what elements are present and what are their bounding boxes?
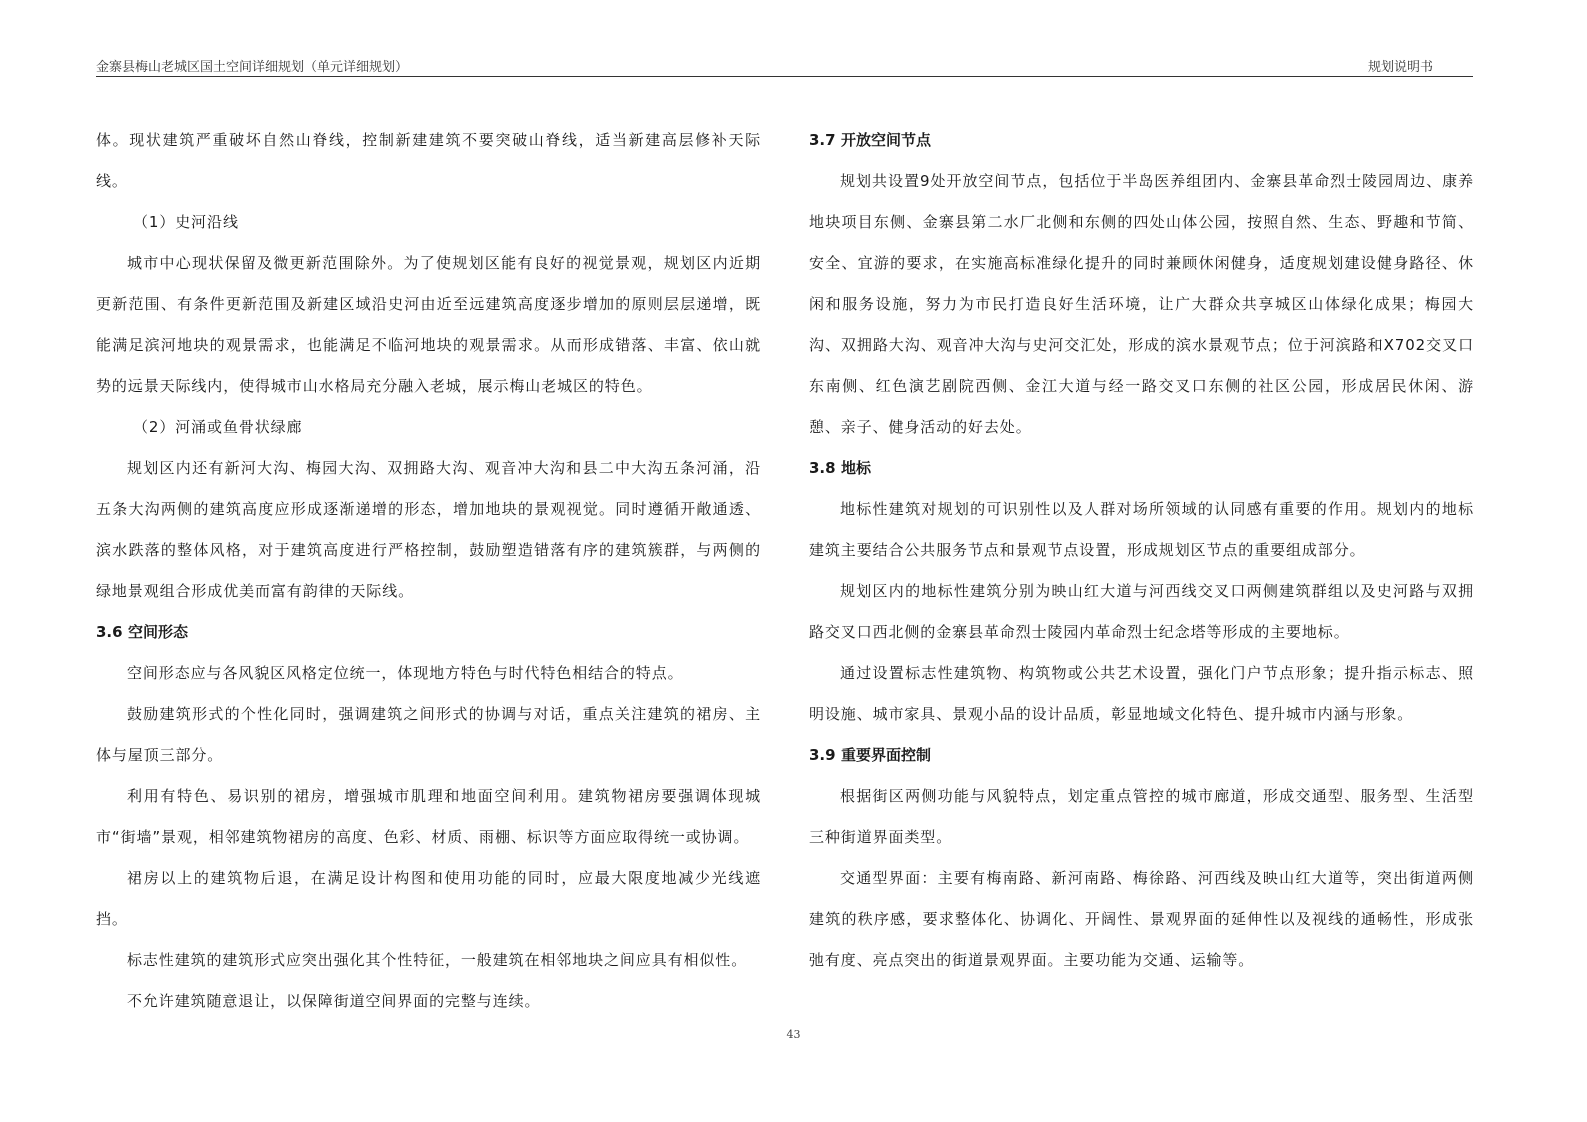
paragraph: 体。现状建筑严重破坏自然山脊线，控制新建建筑不要突破山脊线，适当新建高层修补天际线。	[96, 131, 761, 190]
paragraph: 交通型界面：主要有梅南路、新河南路、梅徐路、河西线及映山红大道等，突出街道两侧建筑的秩序感，要求整体化、协调化、开阔性、景观界面的延伸性以及视线的通畅性，形成张弛有度、亮点突出的街道景观界面。主要功能为交通、运输等。	[809, 869, 1474, 969]
paragraph: 空间形态应与各风貌区风格定位统一，体现地方特色与时代特色相结合的特点。	[127, 664, 684, 682]
section-number: 3.9	[809, 746, 836, 764]
left-column	[96, 120, 761, 1022]
paragraph: 不允许建筑随意退让，以保障街道空间界面的完整与连续。	[127, 992, 541, 1010]
paragraph: 规划区内还有新河大沟、梅园大沟、双拥路大沟、观音冲大沟和县二中大沟五条河涌，沿五条大沟两侧的建筑高度应形成逐渐递增的形态，增加地块的景观视觉。同时遵循开敞通透、滨水跌落的整体风格，对于建筑高度进行严格控制，鼓励塑造错落有序的建筑簇群，与两侧的绿地景观组合形成优美而富有韵律的天际线。	[96, 459, 761, 600]
paragraph: 城市中心现状保留及微更新范围除外。为了使规划区能有良好的视觉景观，规划区内近期更新范围、有条件更新范围及新建区域沿史河由近至远建筑高度逐步增加的原则层层递增，既能满足滨河地块的观景需求，也能满足不临河地块的观景需求。从而形成错落、丰富、依山就势的远景天际线内，使得城市山水格局充分融入老城，展示梅山老城区的特色。	[96, 254, 761, 395]
section-heading-3-9	[809, 735, 1474, 776]
section-heading-3-8	[809, 448, 1474, 489]
paragraph: 根据街区两侧功能与风貌特点，划定重点管控的城市廊道，形成交通型、服务型、生活型三种街道界面类型。	[809, 787, 1474, 846]
section-number: 3.8	[809, 459, 836, 477]
paragraph: 利用有特色、易识别的裙房，增强城市肌理和地面空间利用。建筑物裙房要强调体现城市“街墙”景观，相邻建筑物裙房的高度、色彩、材质、雨棚、标识等方面应取得统一或协调。	[96, 787, 761, 846]
right-column	[809, 120, 1474, 981]
subheading-shihe: （1）史河沿线	[133, 213, 239, 231]
document-type: 规划说明书	[1367, 60, 1433, 75]
paragraph: 规划区内的地标性建筑分别为映山红大道与河西线交叉口两侧建筑群组以及史河路与双拥路交叉口西北侧的金寨县革命烈士陵园内革命烈士纪念塔等形成的主要地标。	[809, 582, 1474, 641]
paragraph: 规划共设置9处开放空间节点，包括位于半岛医养组团内、金寨县革命烈士陵园周边、康养地块项目东侧、金寨县第二水厂北侧和东侧的四处山体公园，按照自然、生态、野趣和节简、安全、宜游的要求，在实施高标准绿化提升的同时兼顾休闲健身，适度规划建设健身路径、休闲和服务设施，努力为市民打造良好生活环境，让广大群众共享城区山体绿化成果；梅园大沟、双拥路大沟、观音冲大沟与史河交汇处，形成的滨水景观节点；位于河滨路和X702交叉口东南侧、红色演艺剧院西侧、金江大道与经一路交叉口东侧的社区公园，形成居民休闲、游憩、亲子、健身活动的好去处。	[809, 172, 1474, 436]
subheading-green-corridor: （2）河涌或鱼骨状绿廊	[133, 418, 303, 436]
section-number: 3.7	[809, 131, 836, 149]
section-title: 地标	[841, 459, 872, 477]
paragraph: 裙房以上的建筑物后退，在满足设计构图和使用功能的同时，应最大限度地减少光线遮挡。	[96, 869, 761, 928]
section-title: 开放空间节点	[841, 131, 932, 149]
paragraph: 地标性建筑对规划的可识别性以及人群对场所领域的认同感有重要的作用。规划内的地标建筑主要结合公共服务节点和景观节点设置，形成规划区节点的重要组成部分。	[809, 500, 1474, 559]
page-header	[96, 52, 1473, 77]
section-title: 重要界面控制	[841, 746, 932, 764]
paragraph: 通过设置标志性建筑物、构筑物或公共艺术设置，强化门户节点形象；提升指示标志、照明设施、城市家具、景观小品的设计品质，彰显地域文化特色、提升城市内涵与形象。	[809, 664, 1474, 723]
section-heading-3-6	[96, 612, 761, 653]
paragraph: 鼓励建筑形式的个性化同时，强调建筑之间形式的协调与对话，重点关注建筑的裙房、主体与屋顶三部分。	[96, 705, 761, 764]
page-number: 43	[786, 1028, 801, 1041]
section-title: 空间形态	[128, 623, 189, 641]
document-title: 金寨县梅山老城区国土空间详细规划（单元详细规划）	[96, 60, 409, 75]
section-number: 3.6	[96, 623, 123, 641]
section-heading-3-7	[809, 120, 1474, 161]
paragraph: 标志性建筑的建筑形式应突出强化其个性特征，一般建筑在相邻地块之间应具有相似性。	[127, 951, 748, 969]
